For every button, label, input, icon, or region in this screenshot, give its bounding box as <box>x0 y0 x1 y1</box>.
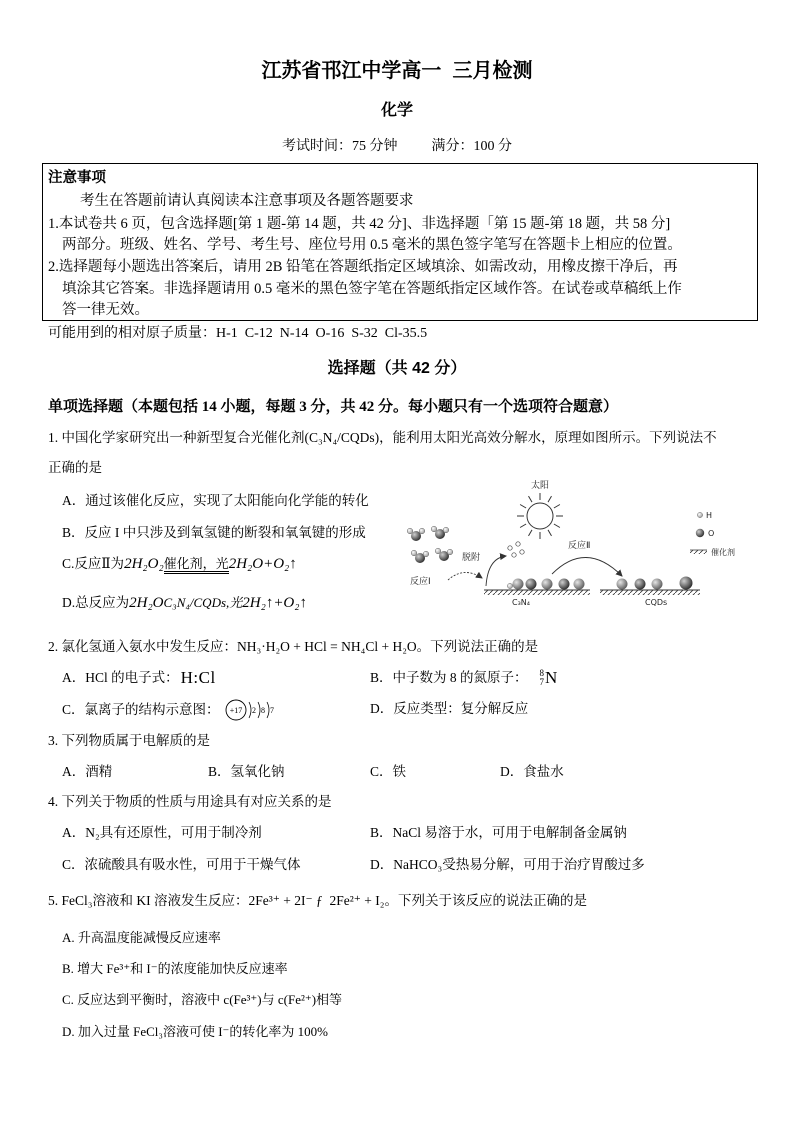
photocatalysis-figure <box>400 478 762 613</box>
q3-option-c: C．铁 <box>370 764 407 779</box>
reaction-1-label: 反应Ⅰ <box>410 577 431 587</box>
q1-stem: 1. 中国化学家研究出一种新型复合光催化剂(C₃N₄/CQDs)，能利用太阳光高效分解水，原理如图所示。下列说法不 <box>48 430 717 445</box>
nuclide-numbers <box>540 669 545 687</box>
q4-stem: 4. 下列关于物质的性质与用途具有对应关系的是 <box>48 794 332 809</box>
q1-option-c-condition: 催化剂，光 <box>164 556 229 574</box>
nuclide-symbol: N <box>545 668 558 688</box>
q2-option-b-text: B．中子数为 8 的氮原子： <box>370 669 528 685</box>
notice-line: 填涂其它答案。非选择题请用 0.5 毫米的黑色签字笔在答题纸指定区域作答。在试卷或草稿纸上作 <box>62 281 682 297</box>
q1-option-a: A．通过该催化反应，实现了太阳能向化学能的转化 <box>62 493 369 508</box>
section-title: 选择题（共 42 分） <box>327 360 467 377</box>
catalyst-particle <box>635 579 646 590</box>
q2-stem: 2. 氯化氢通入氨水中发生反应：NH₃·H₂O + HCl = NH₄Cl + H₂O。下列说法正确的是 <box>48 639 539 654</box>
exam-title: 江苏省邗江中学高一 三月检测 <box>261 60 533 82</box>
cqds-label: CQDs <box>645 598 668 607</box>
q1-option-c-prefix: C.反应Ⅱ为 <box>62 556 125 571</box>
water-molecule <box>407 528 425 541</box>
notice-line: 2.选择题每小题选出答案后，请用 2B 铅笔在答题纸指定区域填涂、如需改动，用橡皮擦干净后，再 <box>48 259 678 275</box>
q1-option-d-reactants: 2H₂O <box>129 595 164 611</box>
catalyst-particle <box>680 577 693 590</box>
legend-catalyst-label: 催化剂 <box>711 548 735 557</box>
q1-option-b: B．反应 I 中只涉及到氧氢键的断裂和氧氧键的形成 <box>62 525 366 540</box>
shell-electron-count: 7 <box>269 706 274 715</box>
q4-option-a: A．N₂具有还原性，可用于制冷剂 <box>62 825 262 840</box>
q1-option-c <box>62 555 297 574</box>
hcl-electron-formula: H:Cl <box>180 668 216 688</box>
desorption-arrow <box>486 556 506 586</box>
adsorbed-h-atom <box>507 583 512 588</box>
water-molecule <box>411 550 429 563</box>
shell-electron-count: 2 <box>251 706 256 715</box>
water-molecule <box>435 548 453 561</box>
q5-option-c: C. 反应达到平衡时，溶液中 c(Fe³⁺)与 c(Fe²⁺)相等 <box>62 992 343 1007</box>
water-molecule <box>431 526 449 539</box>
desorption-label: 脱附 <box>462 553 481 563</box>
q3-option-b: B．氢氧化钠 <box>208 764 285 779</box>
q2-option-a-text: A．HCl 的电子式： <box>62 669 179 685</box>
q1-option-c-reactants: 2H₂O₂ <box>124 556 164 572</box>
legend-o-label: O <box>708 529 715 538</box>
legend-catalyst-hatch <box>690 550 707 554</box>
catalyst-particle <box>652 579 663 590</box>
full-score: 满分：100 分 <box>431 139 512 154</box>
q1-option-d-products: 2H₂↑+O₂↑ <box>242 595 307 611</box>
reaction-2-arrow <box>552 557 622 576</box>
legend-o-atom <box>696 529 704 537</box>
ion-nucleus-charge: +17 <box>229 706 242 715</box>
catalyst-particle <box>574 579 585 590</box>
notice-line: 答一律无效。 <box>62 302 149 318</box>
exam-time: 考试时间：75 分钟 <box>282 139 398 154</box>
sun-label: 太阳 <box>530 481 550 491</box>
nuclide-mass-number: 8 <box>539 668 545 678</box>
notice-line: 1.本试卷共 6 页，包含选择题[第 1 题-第 14 题，共 42 分]、非选择题「第 15 题-第 18 题，共 58 分] <box>48 216 671 232</box>
catalyst-particle <box>559 579 570 590</box>
catalyst-particle <box>513 579 524 590</box>
chloride-ion-structure-diagram <box>224 698 282 722</box>
q2-option-d: D．反应类型：复分解反应 <box>370 701 529 716</box>
q2-option-a <box>62 668 216 688</box>
figure-legend <box>690 511 735 557</box>
sun-rays <box>517 493 563 539</box>
q3-option-d: D．食盐水 <box>500 764 564 779</box>
sun-icon <box>517 493 563 539</box>
gas-bubbles <box>508 542 524 557</box>
catalyst-particle <box>526 579 537 590</box>
nuclide-atomic-number: 7 <box>539 677 545 687</box>
section-instructions: 单项选择题（本题包括 14 小题，每题 3 分，共 42 分。每小题只有一个选项符合题意） <box>48 399 619 415</box>
q2-option-c <box>62 698 282 722</box>
exam-meta <box>0 138 794 156</box>
c3n4-catalyst-surface <box>484 579 590 596</box>
q4-option-b: B．NaCl 易溶于水，可用于电解制备金属钠 <box>370 825 627 840</box>
q5-stem: 5. FeCl₃溶液和 KI 溶液发生反应：2Fe³⁺ + 2I⁻ ƒ 2Fe²⁺ + I₂。下列关于该反应的说法正确的是 <box>48 893 587 908</box>
q1-option-d <box>62 594 307 613</box>
q3-stem: 3. 下列物质属于电解质的是 <box>48 733 210 748</box>
reaction-1-arrow <box>448 572 482 580</box>
q2-option-b <box>370 668 557 688</box>
q5-option-a: A. 升高温度能减慢反应速率 <box>62 930 221 945</box>
c3n4-label: C₃N₄ <box>512 598 530 607</box>
q1-option-c-products: 2H₂O+O₂↑ <box>228 556 297 572</box>
q1-stem-continued: 正确的是 <box>48 460 102 475</box>
atomic-masses: 可能用到的相对原子质量：H-1 C-12 N-14 O-16 S-32 Cl-35.5 <box>48 326 428 341</box>
legend-h-atom <box>697 512 702 517</box>
q1-option-d-prefix: D.总反应为 <box>62 595 130 610</box>
notice-line: 两部分。班级、姓名、学号、考生号、座位号用 0.5 毫米的黑色签字笔写在答题卡上相应的位置。 <box>62 237 682 253</box>
q5-option-d: D. 加入过量 FeCl₃溶液可使 I⁻的转化率为 100% <box>62 1024 328 1039</box>
q2-option-c-text: C．氯离子的结构示意图： <box>62 701 220 717</box>
notice-heading: 注意事项 <box>48 170 106 186</box>
q4-option-c: C．浓硫酸具有吸水性，可用于干燥气体 <box>62 857 301 872</box>
cqds-catalyst-surface <box>600 577 700 596</box>
q3-option-a: A．酒精 <box>62 764 113 779</box>
q1-option-d-condition: C₃N₄/CQDs,光 <box>163 595 243 610</box>
subject-title: 化学 <box>380 102 413 119</box>
q4-option-d: D．NaHCO₃受热易分解，可用于治疗胃酸过多 <box>370 857 645 872</box>
reaction-2-label: 反应Ⅱ <box>568 541 591 551</box>
catalyst-particle <box>542 579 553 590</box>
legend-h-label: H <box>706 511 713 520</box>
nitrogen-nuclide <box>540 667 558 688</box>
catalyst-particle <box>617 579 628 590</box>
notice-intro: 考生在答题前请认真阅读本注意事项及各题答题要求 <box>80 193 414 209</box>
shell-electron-count: 8 <box>260 706 265 715</box>
q5-option-b: B. 增大 Fe³⁺和 I⁻的浓度能加快反应速率 <box>62 961 288 976</box>
sun-disc <box>527 503 553 529</box>
